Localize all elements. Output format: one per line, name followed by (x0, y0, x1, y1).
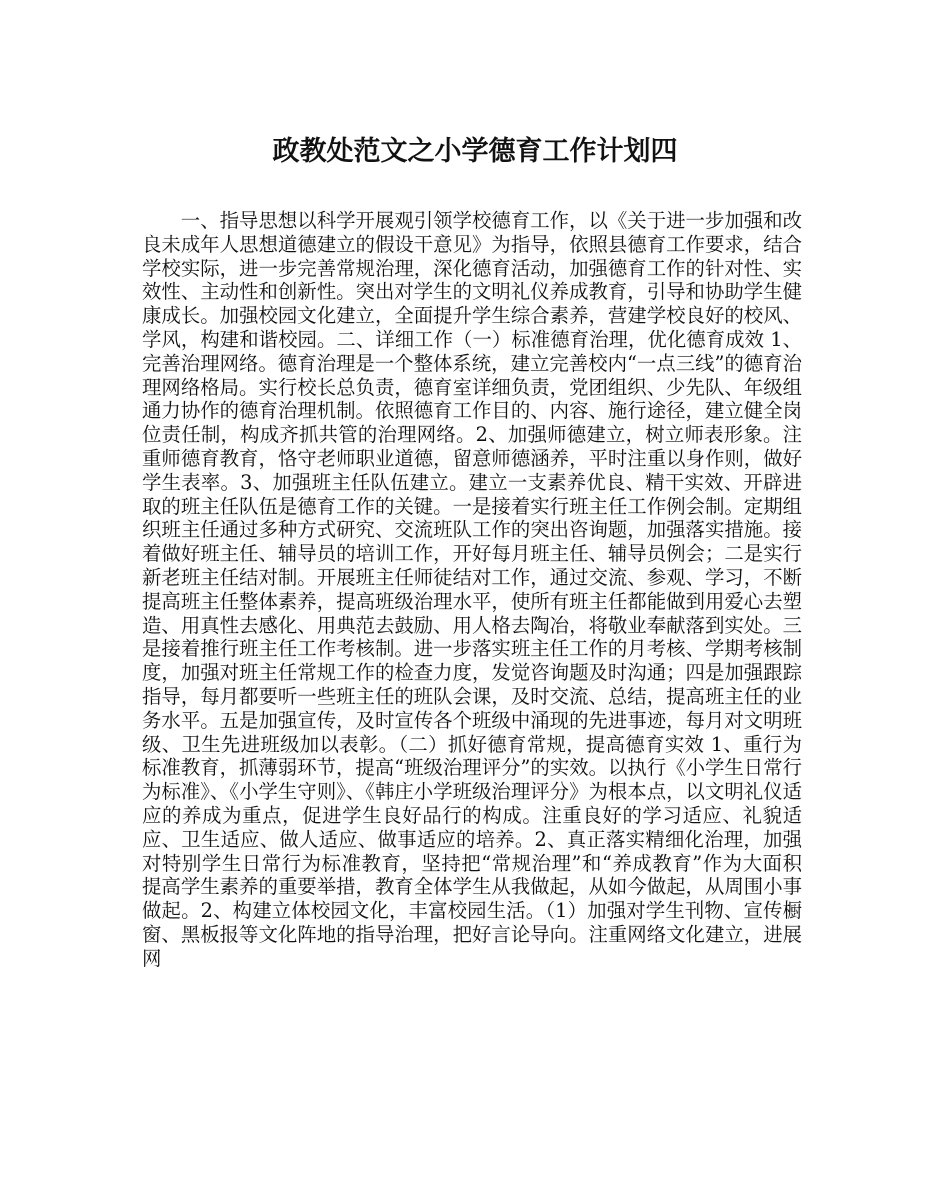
document-title: 政教处范文之小学德育工作计划四 (272, 136, 678, 167)
document-body-paragraph: 一、指导思想以科学开展观引领学校德育工作，以《关于进一步加强和改良未成年人思想道德建立的假设干意见》为指导，依照县德育工作要求，结合学校实际，进一步完善常规治理，深化德育活动，加强德育工作的针对性、实效性、主动性和创新性。突出对学生的文明礼仪养成教育，引导和协助学生健康成长。加强校园文化建立，全面提升学生综合素养，营建学校良好的校风、学风，构建和谐校园。二、详细工作（一）标准德育治理，优化德育成效 1、完善治理网络。德育治理是一个整体系统，建立完善校内“一点三线”的德育治理网络格局。实行校长总负责，德育室详细负责，党团组织、少先队、年级组通力协作的德育治理机制。依照德育工作目的、内容、施行途径，建立健全岗位责任制，构成齐抓共管的治理网络。2、加强师德建立，树立师表形象。注重师德育教育，恪守老师职业道德，留意师德涵养，平时注重以身作则，做好学生表率。3、加强班主任队伍建立。建立一支素养优良、精干实效、开辟进取的班主任队伍是德育工作的关键。一是接着实行班主任工作例会制。定期组织班主任通过多种方式研究、交流班队工作的突出咨询题，加强落实措施。接着做好班主任、辅导员的培训工作，开好每月班主任、辅导员例会；二是实行新老班主任结对制。开展班主任师徒结对工作，通过交流、参观、学习，不断提高班主任整体素养，提高班级治理水平，使所有班主任都能做到用爱心去塑造、用真性去感化、用典范去鼓励、用人格去陶冶，将敬业奉献落到实处。三是接着推行班主任工作考核制。进一步落实班主任工作的月考核、学期考核制度，加强对班主任常规工作的检查力度，发觉咨询题及时沟通；四是加强跟踪指导，每月都要听一些班主任的班队会课，及时交流、总结，提高班主任的业务水平。五是加强宣传，及时宣传各个班级中涌现的先进事迹，每月对文明班级、卫生先进班级加以表彰。（二）抓好德育常规，提高德育实效 1、重行为标准教育，抓薄弱环节，提高“班级治理评分”的实效。以执行《小学生日常行为标准》、《小学生守则》、《韩庄小学班级治理评分》为根本点，以文明礼仪适应的养成为重点，促进学生良好品行的构成。注重良好的学习适应、礼貌适应、卫生适应、做人适应、做事适应的培养。2、真正落实精细化治理，加强对特别学生日常行为标准教育，坚持把“常规治理”和“养成教育”作为大面积提高学生素养的重要举措，教育全体学生从我做起，从如今做起，从周围小事做起。2、构建立体校园文化，丰富校园生活。（1）加强对学生刊物、宣传橱窗、黑板报等文化阵地的指导治理，把好言论导向。注重网络文化建立，进展网 (142, 209, 802, 970)
